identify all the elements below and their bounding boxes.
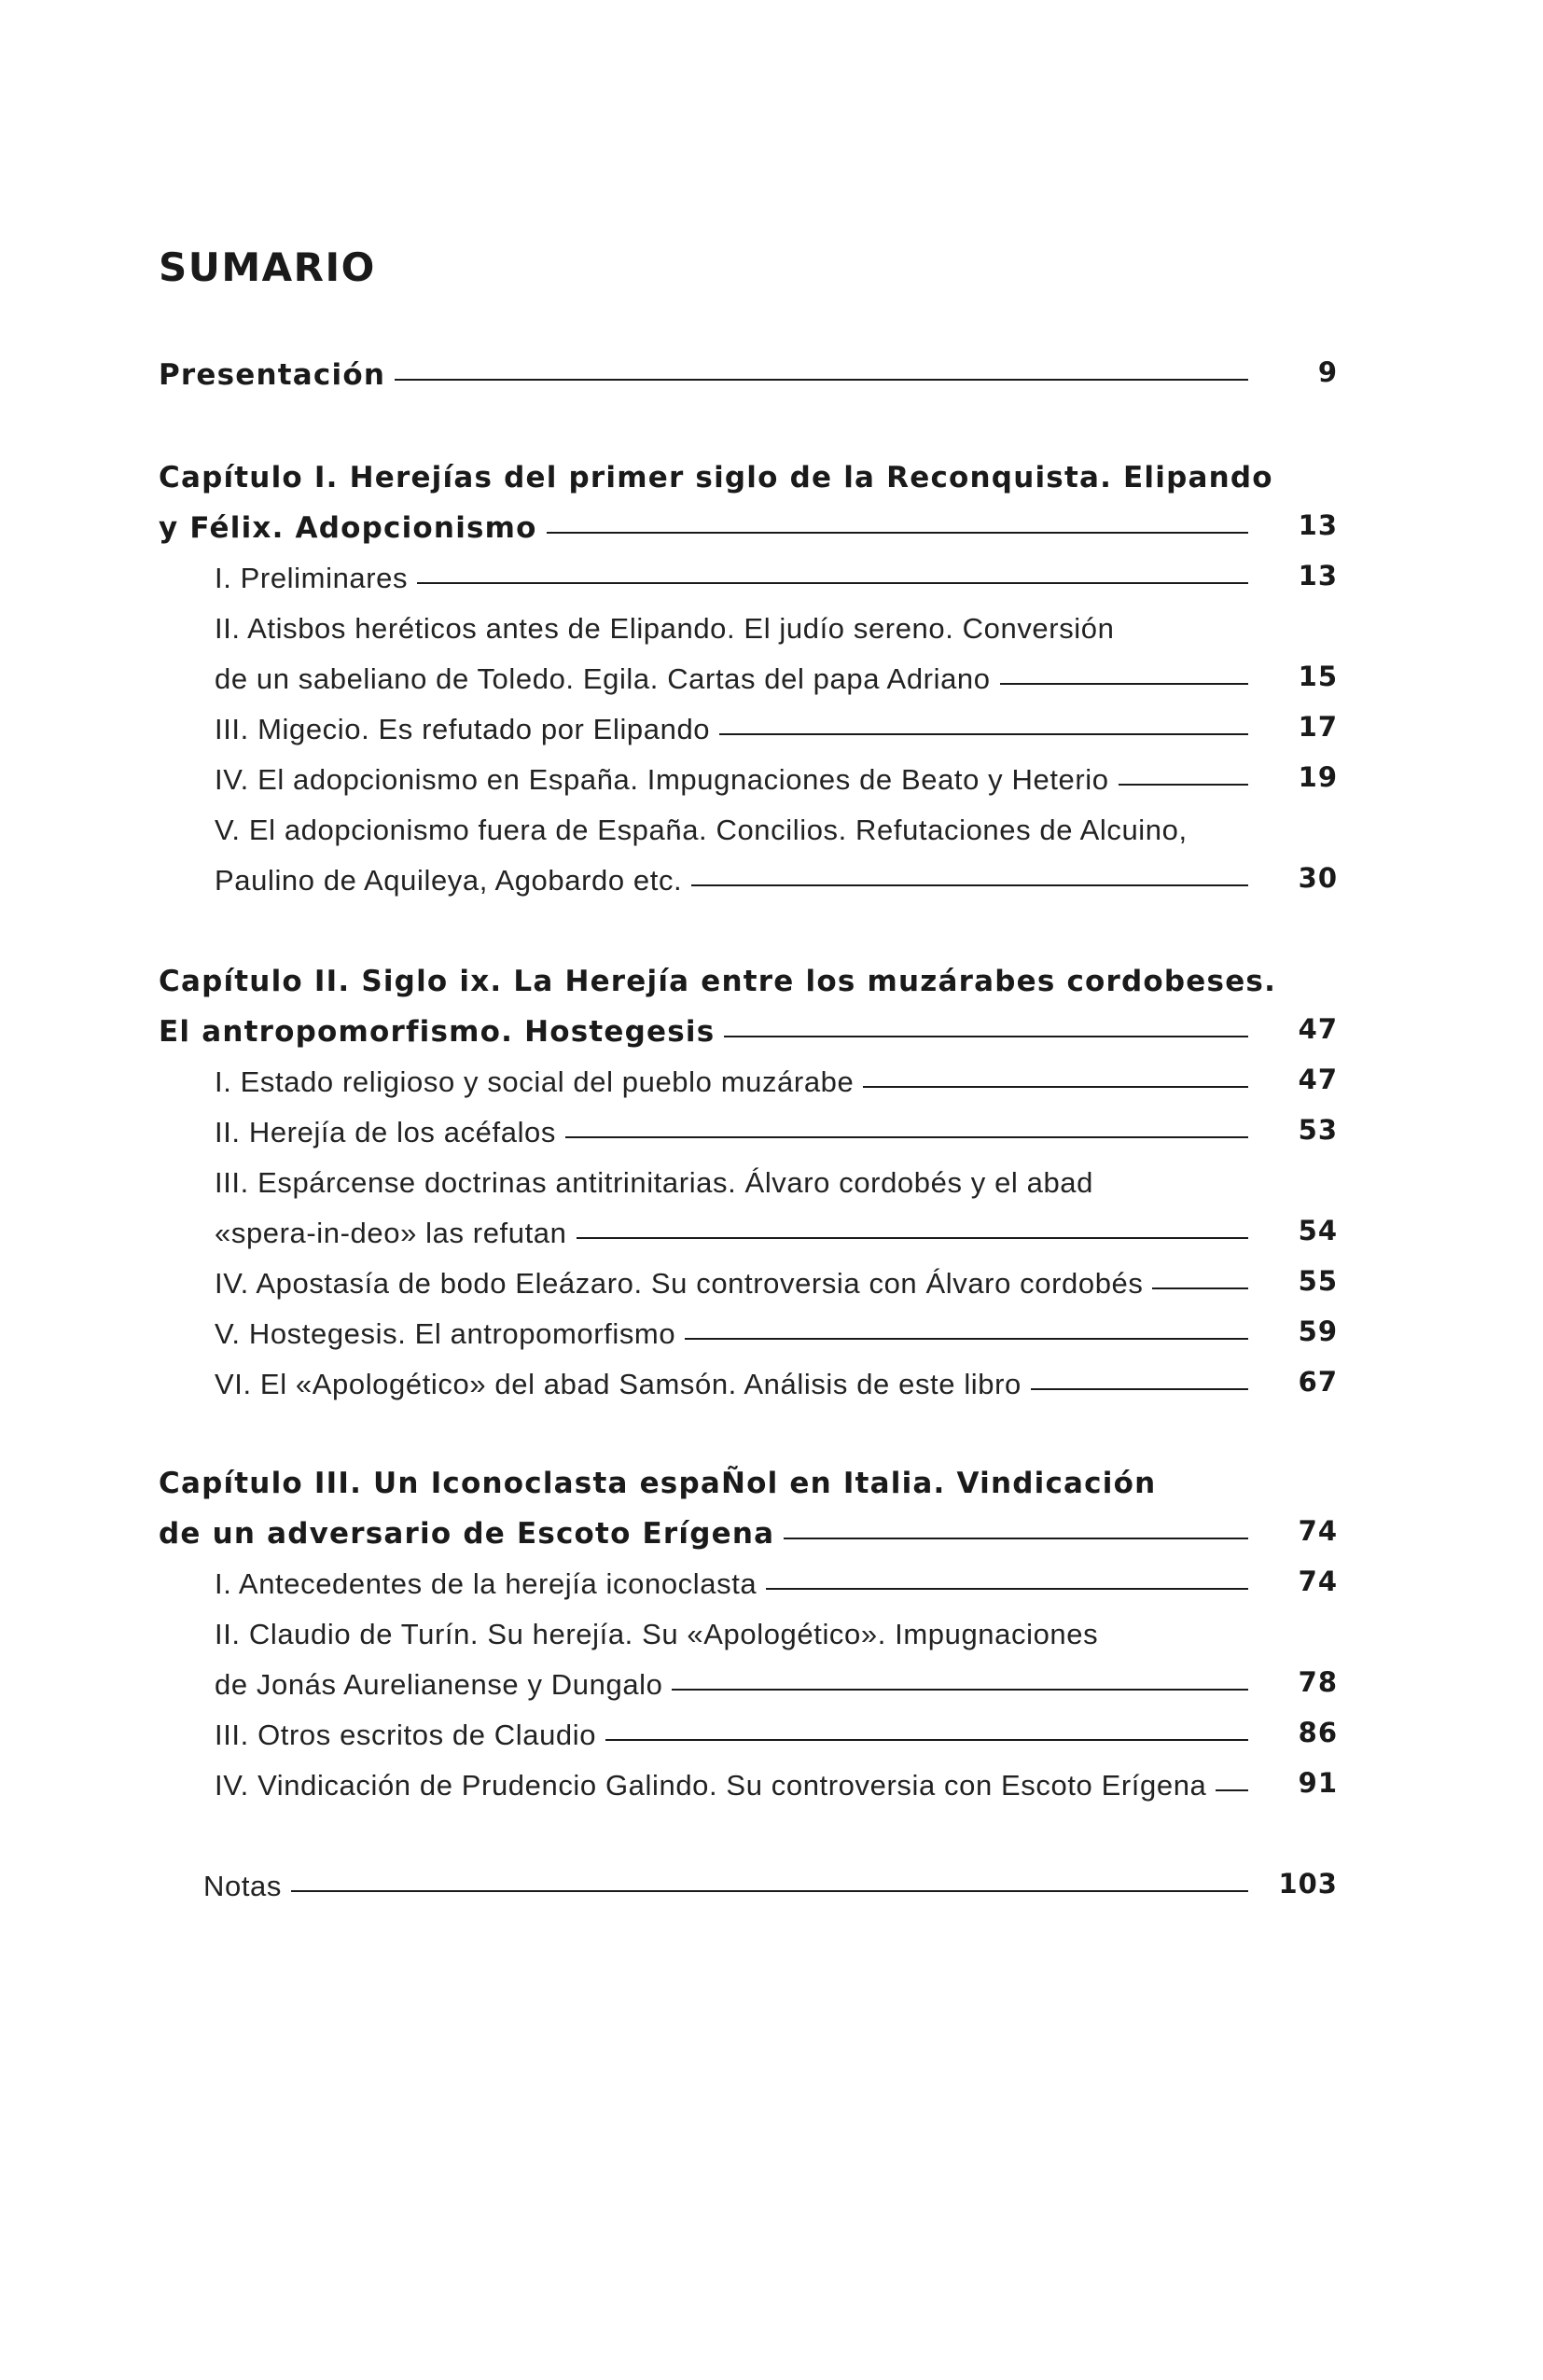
- chapter-heading-line: Capítulo II. Siglo ix. La Herejía entre los muzárabes cordobeses.: [159, 965, 1277, 998]
- section-title: III. Espárcense doctrinas antitrinitarias. Álvaro cordobés y el abad: [215, 1166, 1093, 1199]
- leader-line: [863, 1086, 1248, 1088]
- leader-line: [1119, 784, 1248, 786]
- toc-section[interactable]: [215, 1099, 1338, 1149]
- page-number: 91: [1298, 1767, 1338, 1799]
- leader-line: [685, 1338, 1248, 1340]
- chapter-heading-line: y Félix. Adopcionismo: [159, 511, 537, 545]
- page-number: 9: [1317, 356, 1338, 388]
- section-title: IV. Apostasía de bodo Eleázaro. Su controversia con Álvaro cordobés: [215, 1267, 1144, 1300]
- toc-chapter-1[interactable]: [159, 494, 1338, 545]
- toc-section-line[interactable]: [215, 1601, 1338, 1651]
- leader-line: [1031, 1388, 1248, 1390]
- section-title: I. Antecedentes de la herejía iconoclasta: [215, 1567, 758, 1600]
- section-title: IV. El adopcionismo en España. Impugnaciones de Beato y Heterio: [215, 763, 1109, 796]
- section-title: VI. El «Apologético» del abad Samsón. Análisis de este libro: [215, 1368, 1022, 1400]
- leader-line: [417, 582, 1248, 584]
- section-title: III. Otros escritos de Claudio: [215, 1719, 597, 1751]
- toc-label: Notas: [203, 1870, 282, 1902]
- toc-section[interactable]: [215, 1301, 1338, 1351]
- page-number: 54: [1298, 1215, 1338, 1246]
- toc-section[interactable]: [215, 1651, 1338, 1702]
- leader-line: [547, 532, 1248, 534]
- page-number: 55: [1298, 1265, 1338, 1297]
- toc-section[interactable]: [215, 1049, 1338, 1099]
- toc-chapter-1-heading[interactable]: [159, 444, 1338, 494]
- page-number: 15: [1298, 661, 1338, 692]
- section-title: II. Atisbos heréticos antes de Elipando. El judío sereno. Conversión: [215, 612, 1115, 645]
- page-number: 74: [1298, 1566, 1338, 1597]
- toc-section[interactable]: [215, 1702, 1338, 1752]
- section-title: I. Estado religioso y social del pueblo muzárabe: [215, 1065, 855, 1098]
- page-number: 13: [1298, 509, 1338, 541]
- toc-section[interactable]: [215, 545, 1338, 595]
- chapter-heading-line: El antropomorfismo. Hostegesis: [159, 1015, 716, 1049]
- page-number: 47: [1298, 1013, 1338, 1045]
- page-number: 19: [1298, 761, 1338, 793]
- leader-line: [691, 884, 1248, 886]
- leader-line: [719, 733, 1248, 735]
- leader-line: [1152, 1287, 1248, 1289]
- section-title: Paulino de Aquileya, Agobardo etc.: [215, 864, 683, 897]
- section-title: II. Herejía de los acéfalos: [215, 1116, 556, 1148]
- leader-line: [395, 379, 1248, 381]
- page-number: 17: [1298, 711, 1338, 743]
- toc-entry-notas[interactable]: [203, 1853, 1338, 1903]
- page-number: 103: [1278, 1868, 1338, 1900]
- leader-line: [766, 1588, 1248, 1590]
- page-number: 67: [1298, 1366, 1338, 1398]
- page-number: 86: [1298, 1717, 1338, 1748]
- leader-line: [724, 1036, 1248, 1037]
- toc-section[interactable]: [215, 1200, 1338, 1250]
- toc-section-line[interactable]: [215, 1149, 1338, 1200]
- section-title: «spera-in-deo» las refutan: [215, 1217, 567, 1249]
- page-number: 30: [1298, 862, 1338, 894]
- leader-line: [1216, 1789, 1248, 1791]
- toc-chapter-3[interactable]: [159, 1500, 1338, 1551]
- section-title: III. Migecio. Es refutado por Elipando: [215, 713, 711, 745]
- toc-section[interactable]: [215, 1351, 1338, 1401]
- chapter-heading-line: Capítulo III. Un Iconoclasta espaÑol en Italia. Vindicación: [159, 1467, 1157, 1500]
- toc-section[interactable]: [215, 1551, 1338, 1601]
- page-number: 13: [1298, 560, 1338, 592]
- section-title: IV. Vindicación de Prudencio Galindo. Su controversia con Escoto Erígena: [215, 1769, 1207, 1802]
- section-title: de un sabeliano de Toledo. Egila. Cartas del papa Adriano: [215, 662, 991, 695]
- toc-section-line[interactable]: [215, 797, 1338, 847]
- toc-section[interactable]: [215, 1250, 1338, 1301]
- leader-line: [291, 1890, 1248, 1892]
- leader-line: [577, 1237, 1249, 1239]
- leader-line: [784, 1538, 1248, 1539]
- chapter-heading-line: de un adversario de Escoto Erígena: [159, 1517, 775, 1551]
- section-title: II. Claudio de Turín. Su herejía. Su «Apologético». Impugnaciones: [215, 1618, 1099, 1650]
- toc-section[interactable]: [215, 696, 1338, 746]
- page-number: 74: [1298, 1515, 1338, 1547]
- toc-entry-presentacion[interactable]: [159, 341, 1338, 392]
- section-title: I. Preliminares: [215, 562, 409, 594]
- toc-section[interactable]: [215, 1752, 1338, 1802]
- leader-line: [565, 1136, 1248, 1138]
- page-number: 47: [1298, 1064, 1338, 1095]
- section-title: V. Hostegesis. El antropomorfismo: [215, 1317, 676, 1350]
- toc-label: Presentación: [159, 358, 386, 392]
- page-number: 59: [1298, 1315, 1338, 1347]
- leader-line: [1000, 683, 1248, 685]
- toc-chapter-2[interactable]: [159, 998, 1338, 1049]
- page-number: 53: [1298, 1114, 1338, 1146]
- chapter-heading-line: Capítulo I. Herejías del primer siglo de la Reconquista. Elipando: [159, 461, 1273, 494]
- toc-section[interactable]: [215, 847, 1338, 898]
- toc-chapter-2-heading[interactable]: [159, 948, 1338, 998]
- toc-section[interactable]: [215, 746, 1338, 797]
- toc-section-line[interactable]: [215, 595, 1338, 646]
- toc-section[interactable]: [215, 646, 1338, 696]
- page-number: 78: [1298, 1666, 1338, 1698]
- section-title: V. El adopcionismo fuera de España. Concilios. Refutaciones de Alcuino,: [215, 814, 1188, 846]
- page-title: SUMARIO: [159, 244, 376, 290]
- leader-line: [672, 1689, 1248, 1691]
- toc-chapter-3-heading[interactable]: [159, 1450, 1338, 1500]
- leader-line: [605, 1739, 1248, 1741]
- section-title: de Jonás Aurelianense y Dungalo: [215, 1668, 663, 1701]
